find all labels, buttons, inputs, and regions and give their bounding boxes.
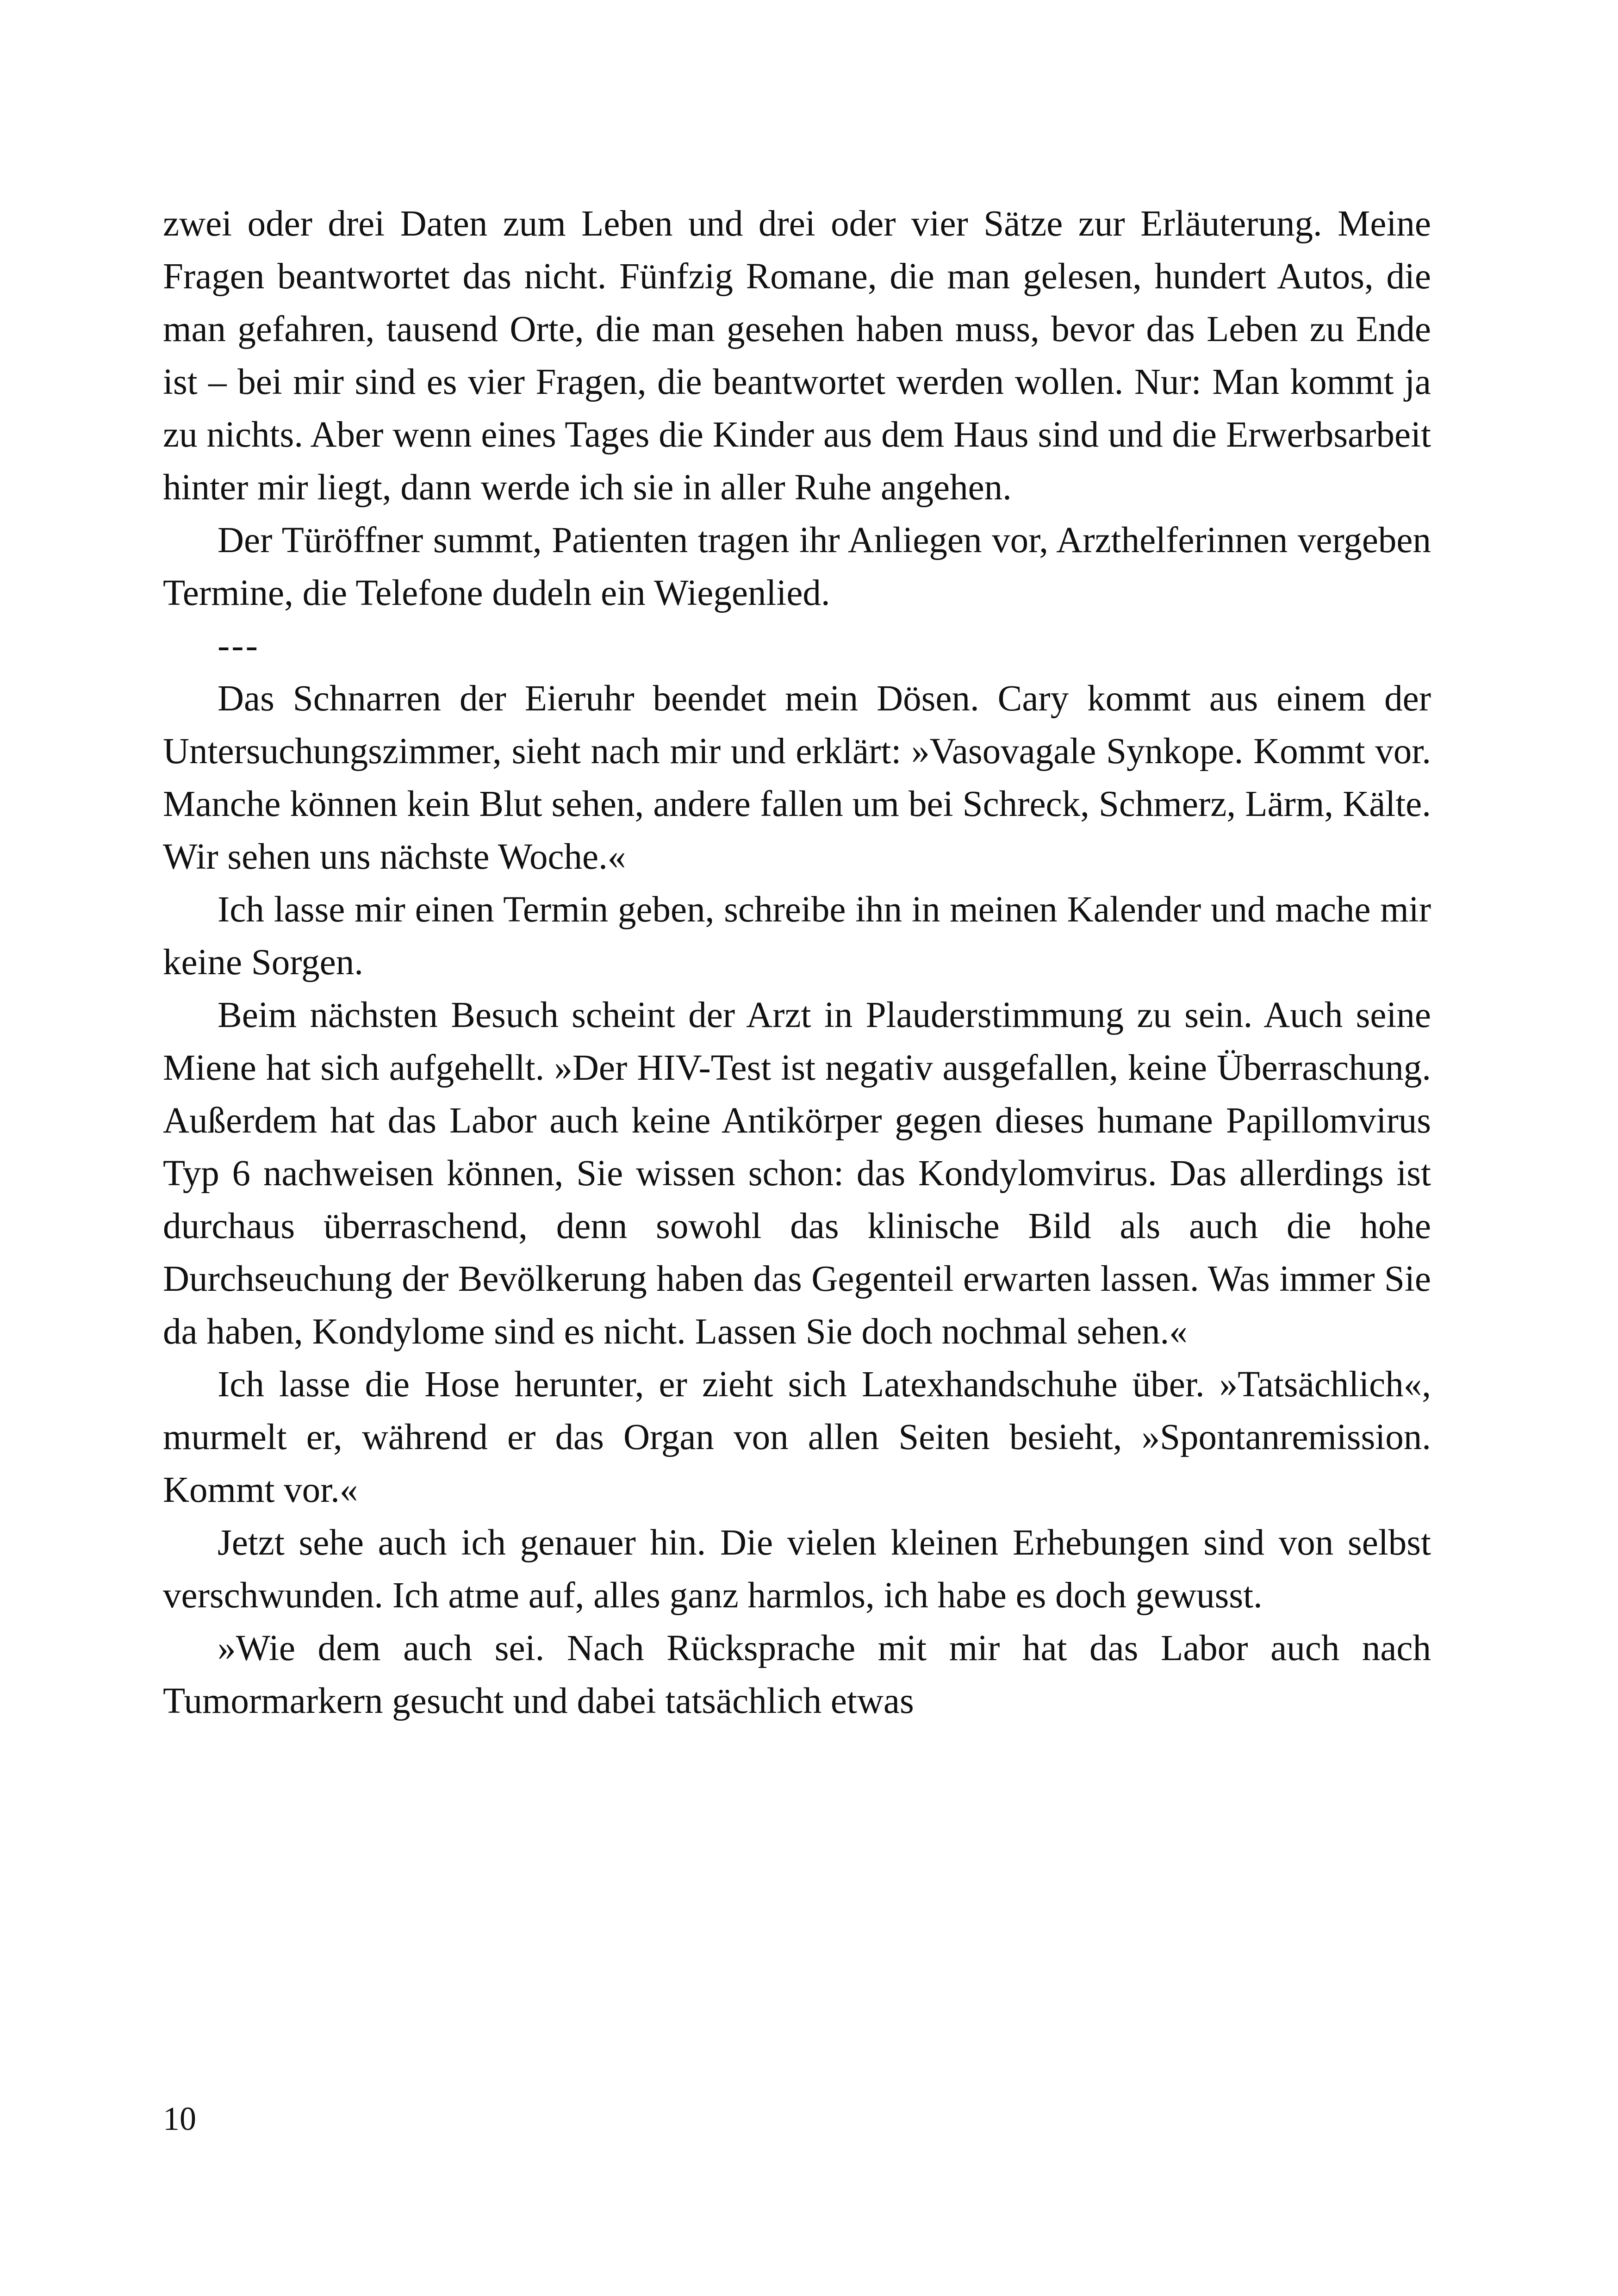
- paragraph-7: Jetzt sehe auch ich genauer hin. Die vielen kleinen Erhebungen sind von selbst verschwunden. Ich atme auf, alles ganz harmlos, ich habe es doch gewusst.: [163, 1523, 1431, 1616]
- paragraph-6: Ich lasse die Hose herunter, er zieht sich Latexhandschuhe über. »Tatsächlich«, murmelt er, während er das Organ von allen Seiten besieht, »Spontanremission. Kommt vor.«: [163, 1364, 1431, 1510]
- paragraph-1: zwei oder drei Daten zum Leben und drei oder vier Sätze zur Erläuterung. Meine Fragen beantwortet das nicht. Fünfzig Romane, die man gelesen, hundert Autos, die man gefahren, tausend Orte, die man gesehen haben muss, bevor das Leben zu Ende ist – bei mir sind es vier Fragen, die beantwortet werden wollen. Nur: Man kommt ja zu nichts. Aber wenn eines Tages die Kinder aus dem Haus sind und die Erwerbsarbeit hinter mir liegt, dann werde ich sie in aller Ruhe angehen.: [163, 204, 1431, 508]
- paragraph-3: Das Schnarren der Eieruhr beendet mein Dösen. Cary kommt aus einem der Untersuchungszimmer, sieht nach mir und erklärt: »Vasovagale Synkope. Kommt vor. Manche können kein Blut sehen, andere fallen um bei Schreck, Schmerz, Lärm, Kälte. Wir sehen uns nächste Woche.«: [163, 678, 1431, 877]
- paragraph-2: Der Türöffner summt, Patienten tragen ihr Anliegen vor, Arzthelferinnen vergeben Termine, die Telefone dudeln ein Wiegenlied.: [163, 520, 1431, 613]
- paragraph-8: »Wie dem auch sei. Nach Rücksprache mit mir hat das Labor auch nach Tumormarkern gesucht und dabei tatsächlich etwas: [163, 1628, 1431, 1721]
- scene-break: ---: [218, 626, 260, 666]
- page-number: 10: [163, 2100, 196, 2137]
- body-text: [163, 198, 1431, 1728]
- paragraph-5: Beim nächsten Besuch scheint der Arzt in Plauderstimmung zu sein. Auch seine Miene hat sich aufgehellt. »Der HIV-Test ist negativ ausgefallen, keine Überraschung. Außerdem hat das Labor auch keine Antikörper gegen dieses humane Papillomvirus Typ 6 nachweisen können, Sie wissen schon: das Kondylomvirus. Das allerdings ist durchaus überraschend, denn sowohl das klinische Bild als auch die hohe Durchseuchung der Bevölkerung haben das Gegenteil erwarten lassen. Was immer Sie da haben, Kondylome sind es nicht. Lassen Sie doch nochmal sehen.«: [163, 995, 1431, 1352]
- paragraph-4: Ich lasse mir einen Termin geben, schreibe ihn in meinen Kalender und mache mir keine Sorgen.: [163, 890, 1431, 983]
